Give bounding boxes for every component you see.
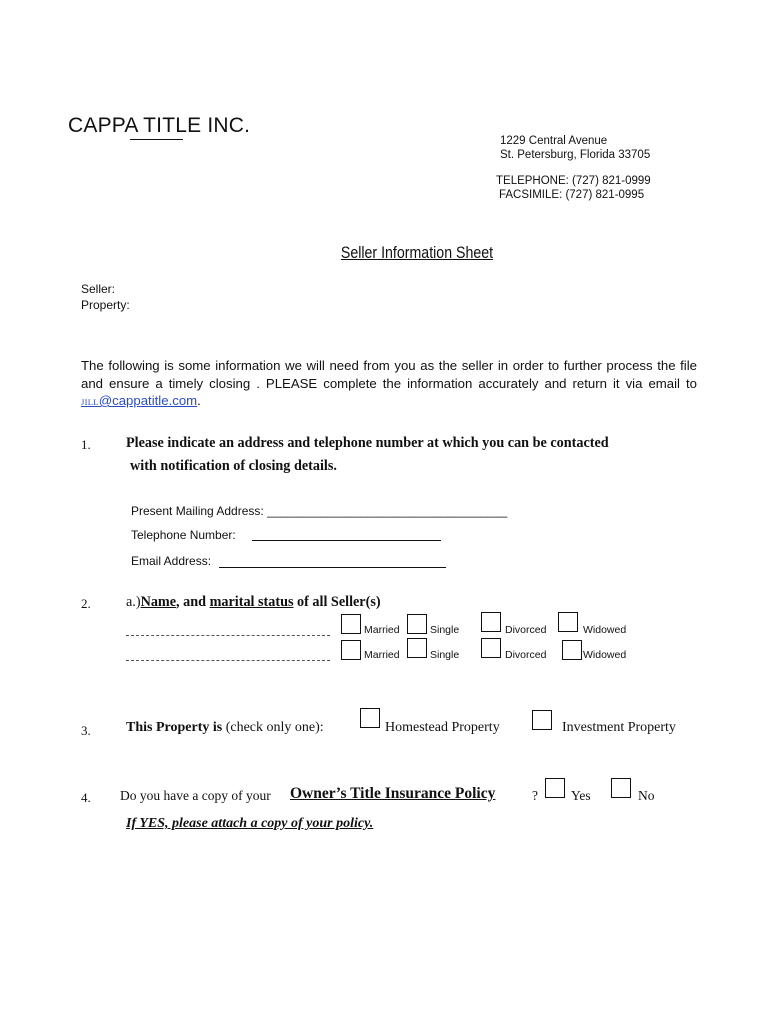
section-3-number: 3. — [81, 723, 91, 738]
company-name: CAPPA TITLE INC. — [68, 114, 251, 137]
seller-1-divorced-label: Divorced — [505, 624, 547, 636]
seller-1-single-checkbox[interactable] — [407, 614, 427, 634]
seller-1-divorced-checkbox[interactable] — [481, 612, 501, 632]
section-3-label — [126, 720, 324, 736]
section-3-label-rest: (check only one): — [222, 720, 324, 735]
email-link[interactable]: @cappatitle.com — [98, 393, 198, 408]
email-address-field[interactable] — [219, 567, 446, 568]
seller-2-single-checkbox[interactable] — [407, 638, 427, 658]
seller-2-divorced-label: Divorced — [505, 649, 547, 661]
homestead-checkbox[interactable] — [360, 708, 380, 728]
email-address-label: Email Address: — [131, 554, 212, 568]
section-2-suffix: of all Seller(s) — [293, 594, 381, 610]
question-mark: ? — [532, 788, 538, 803]
section-3-label-bold: This Property is — [126, 720, 223, 735]
section-2-prefix: a.) — [126, 594, 141, 610]
email-user: JILL — [81, 397, 99, 407]
seller-2-married-label: Married — [364, 649, 400, 661]
seller-1-married-checkbox[interactable] — [341, 614, 361, 634]
seller-1-widowed-checkbox[interactable] — [558, 612, 578, 632]
page-title: Seller Information Sheet — [340, 244, 494, 262]
attach-policy-note: If YES, please attach a copy of your policy. — [126, 816, 374, 831]
address-line-2: St. Petersburg, Florida 33705 — [500, 149, 651, 161]
section-4-question: Do you have a copy of your — [120, 788, 271, 803]
seller-2-single-label: Single — [430, 649, 460, 661]
yes-checkbox[interactable] — [545, 778, 565, 798]
property-label: Property: — [81, 298, 130, 312]
section-2-mid: , and — [176, 594, 210, 610]
mailing-address-label: Present Mailing Address: ____________________________________ — [131, 504, 508, 518]
section-2-heading — [126, 594, 381, 611]
seller-2-divorced-checkbox[interactable] — [481, 638, 501, 658]
seller-label: Seller: — [81, 282, 116, 296]
seller-2-married-checkbox[interactable] — [341, 640, 361, 660]
investment-label: Investment Property — [562, 720, 676, 735]
section-1-number: 1. — [81, 437, 91, 452]
telephone-line: TELEPHONE: (727) 821-0999 — [496, 175, 651, 187]
seller-1-name-field[interactable] — [126, 635, 330, 637]
section-1-heading-line-1: Please indicate an address and telephone number at which you can be contacted — [126, 435, 609, 451]
company-underline — [130, 139, 183, 140]
section-4-number: 4. — [81, 790, 91, 805]
telephone-number-field[interactable] — [252, 540, 441, 541]
telephone-number-label: Telephone Number: — [131, 528, 236, 542]
seller-2-widowed-checkbox[interactable] — [562, 640, 582, 660]
intro-text: The following is some information we will need from you as the seller in order to further process the file and ensure a timely closing . PLEASE complete the information accurately and return it via email to — [81, 358, 697, 391]
marital-status-word: marital status — [209, 594, 294, 610]
section-2-number: 2. — [81, 596, 91, 611]
intro-paragraph — [81, 357, 697, 412]
address-line-1: 1229 Central Avenue — [500, 135, 608, 147]
name-word: Name — [140, 594, 177, 610]
facsimile-line: FACSIMILE: (727) 821-0995 — [499, 189, 645, 201]
seller-1-widowed-label: Widowed — [583, 624, 627, 636]
seller-2-name-field[interactable] — [126, 660, 330, 662]
yes-label: Yes — [571, 788, 591, 803]
seller-1-single-label: Single — [430, 624, 460, 636]
investment-checkbox[interactable] — [532, 710, 552, 730]
seller-1-married-label: Married — [364, 624, 400, 636]
seller-2-widowed-label: Widowed — [583, 649, 627, 661]
no-label: No — [638, 788, 655, 803]
no-checkbox[interactable] — [611, 778, 631, 798]
owners-policy-text: Owner’s Title Insurance Policy — [290, 785, 496, 802]
section-1-heading-line-2: with notification of closing details. — [130, 458, 337, 474]
homestead-label: Homestead Property — [385, 720, 500, 735]
intro-end: . — [197, 393, 201, 408]
